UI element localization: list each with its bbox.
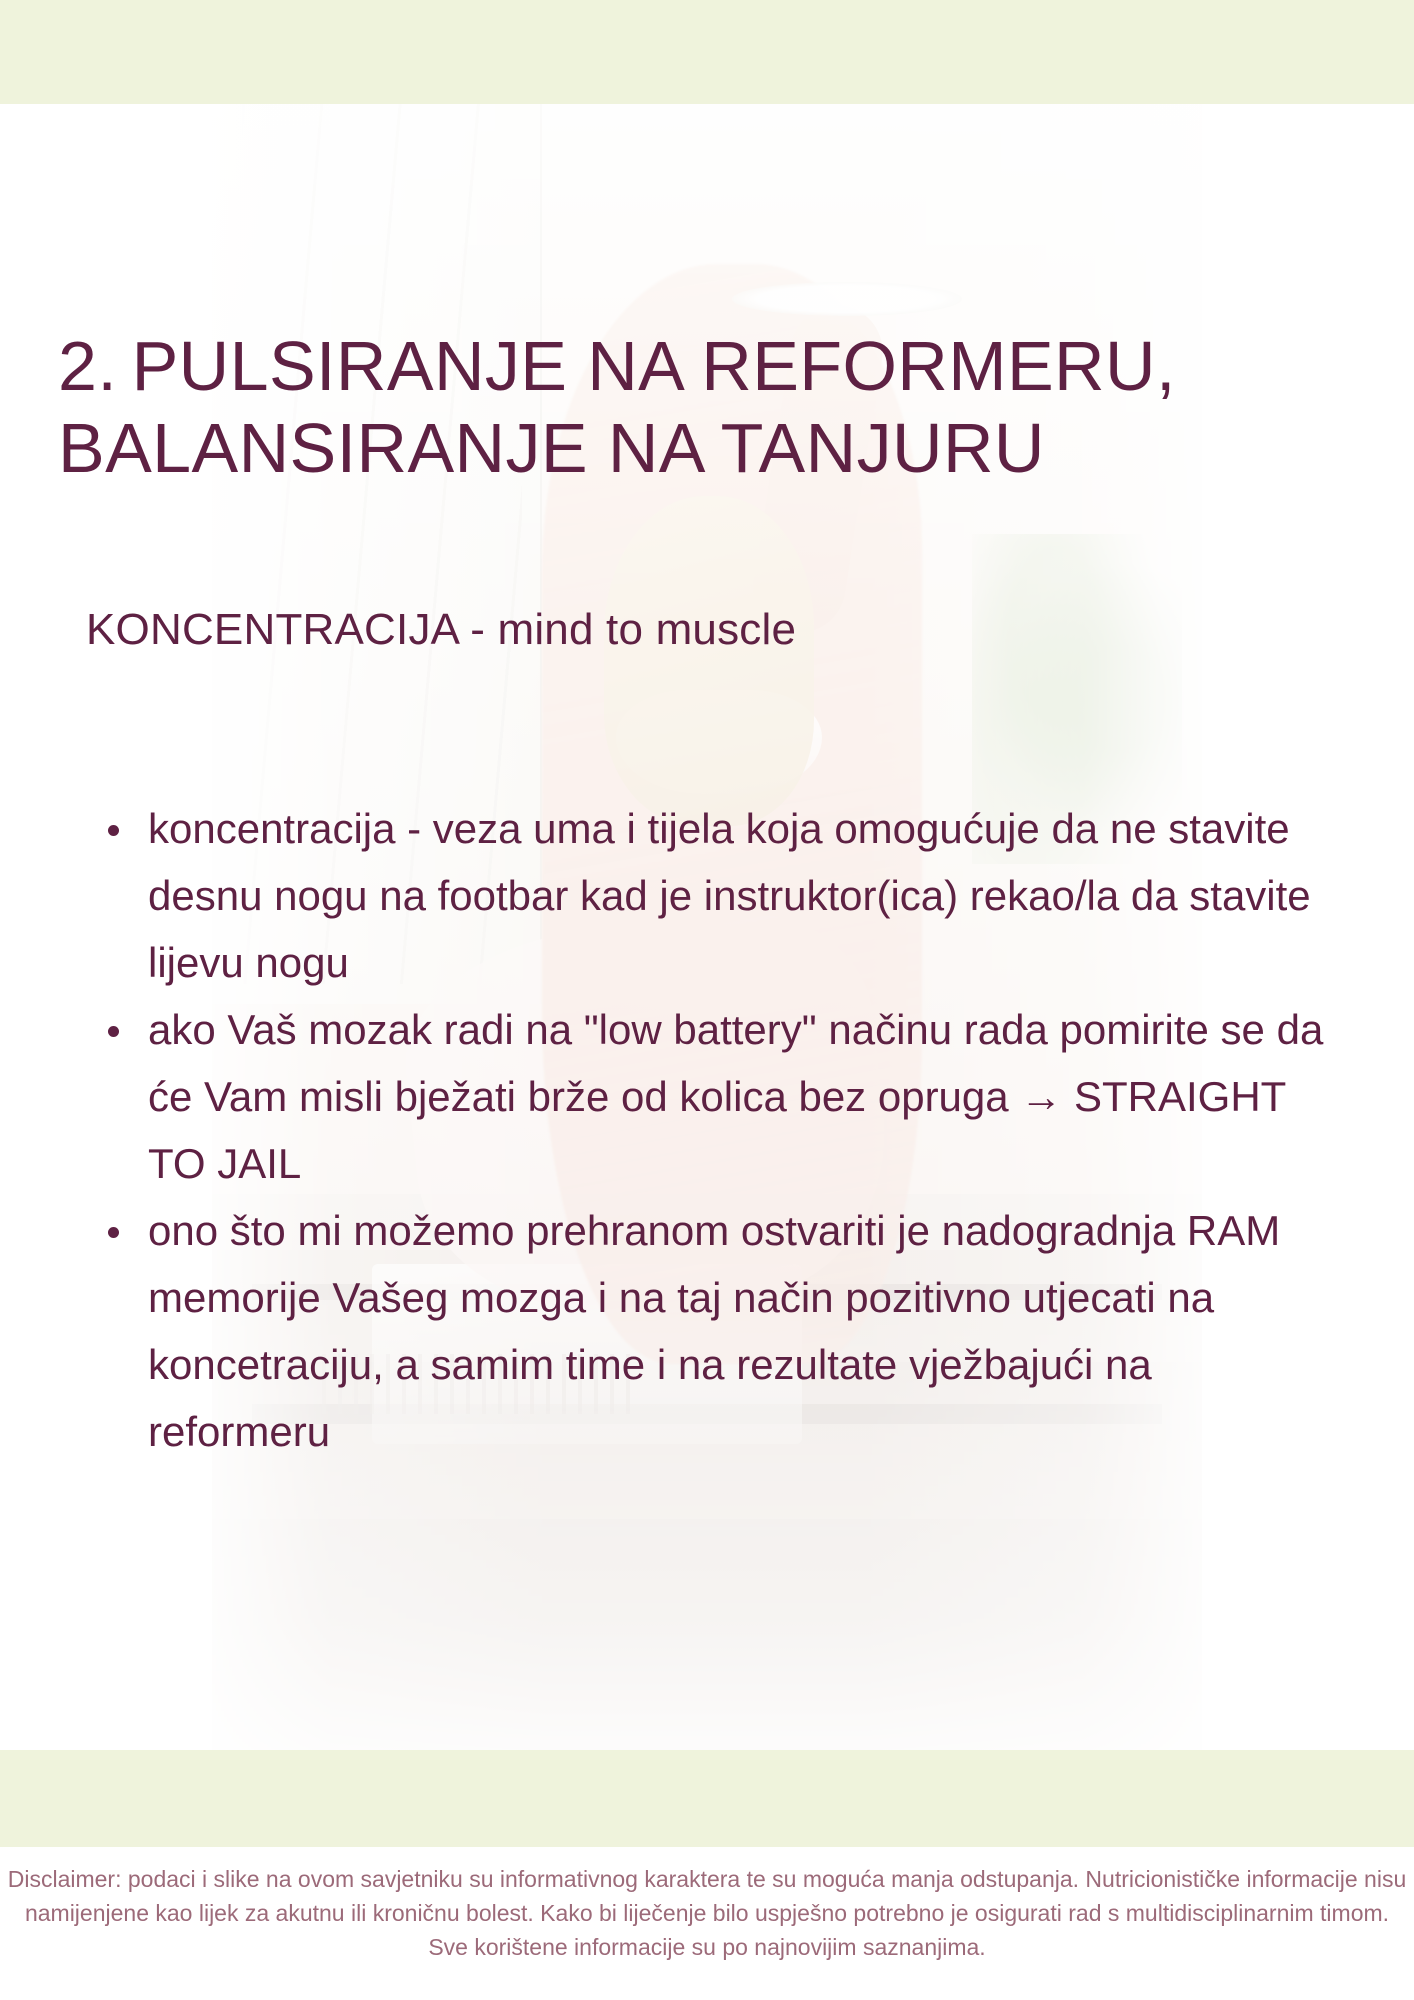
list-item: ako Vaš mozak radi na "low battery" načinu rada pomirite se da će Vam misli bježati brže od kolica bez opruga → STRAIGHT TO JAIL <box>104 996 1324 1197</box>
bottom-color-band <box>0 1750 1414 1847</box>
page-title: 2. PULSIRANJE NA REFORMERU, BALANSIRANJE NA TANJURU <box>58 326 1176 488</box>
bullet-list <box>104 795 1324 1465</box>
list-item: koncentracija - veza uma i tijela koja omogućuje da ne stavite desnu nogu na footbar kad je instruktor(ica) rekao/la da stavite lijevu nogu <box>104 795 1324 996</box>
disclaimer-text: Disclaimer: podaci i slike na ovom savjetniku su informativnog karaktera te su moguća manja odstupanja. Nutricionističke informacije nisu namijenjene kao lijek za akutnu ili kroničnu bolest. Kako bi liječenje bilo uspješno potrebno je osigurati rad s multidisciplinarnim timom. Sve korištene informacije su po najnovijim saznanjima. <box>7 1866 1407 1960</box>
section-subtitle: KONCENTRACIJA - mind to muscle <box>86 605 797 654</box>
list-item: ono što mi možemo prehranom ostvariti je nadogradnja RAM memorije Vašeg mozga i na taj način pozitivno utjecati na koncetraciju, a samim time i na rezultate vježbajući na reformeru <box>104 1197 1324 1465</box>
